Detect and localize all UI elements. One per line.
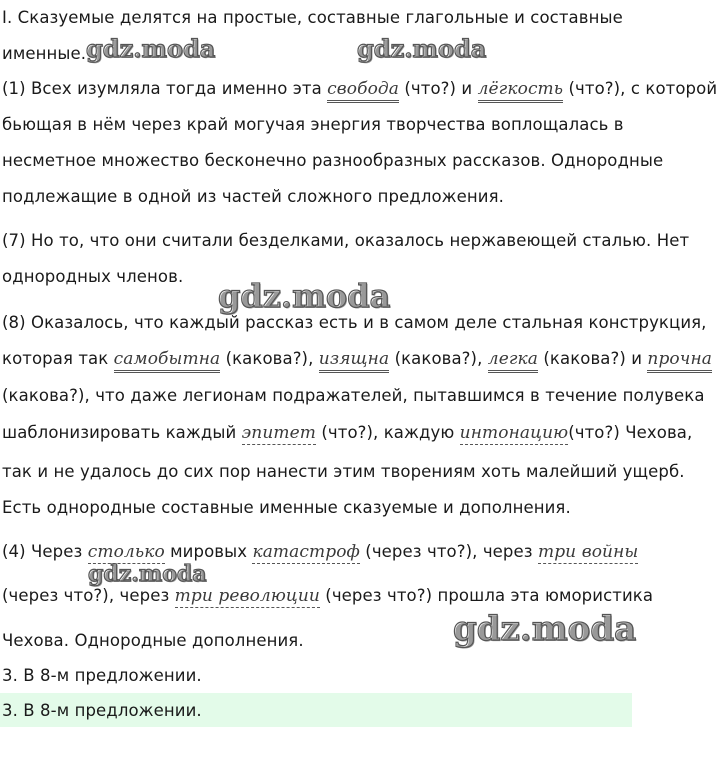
- handwritten-word: катастроф: [252, 542, 360, 562]
- watermark: gdz.moda: [218, 277, 391, 315]
- text-segment: шаблонизировать каждый: [2, 423, 242, 442]
- handwritten-word: свобода: [327, 79, 399, 103]
- handwritten-word: прочна: [647, 349, 712, 373]
- text-line: именные.: [2, 44, 87, 63]
- text-line: Чехова. Однородные дополнения.: [2, 631, 304, 650]
- text-line: (какова?), что даже легионам подражателей, пытавшимся в течение полувека: [2, 386, 705, 405]
- text-segment: (1) Всех изумляла тогда именно эта: [2, 79, 328, 98]
- text-line: [2, 348, 712, 370]
- watermark: gdz.moda: [453, 609, 637, 649]
- handwritten-word: легка: [488, 349, 538, 373]
- handwritten-word: столько: [87, 542, 165, 562]
- text-line: (8) Оказалось, что каждый рассказ есть и в самом деле стальная конструкция,: [2, 313, 707, 332]
- text-line: однородных членов.: [2, 267, 184, 286]
- handwritten-word: эпитет: [241, 423, 316, 443]
- text-line: Есть однородные составные именные сказуемые и дополнения.: [2, 498, 571, 517]
- text-line: I. Сказуемые делятся на простые, составные глагольные и составные: [2, 8, 623, 27]
- watermark: gdz.moda: [86, 34, 216, 63]
- handwritten-word: три войны: [537, 542, 639, 562]
- text-line: (7) Но то, что они считали безделками, оказалось нержавеющей сталью. Нет: [2, 231, 690, 250]
- handwritten-word: изящна: [319, 349, 389, 373]
- watermark: gdz.moda: [88, 561, 207, 587]
- text-segment: (через что?), через: [2, 586, 175, 605]
- text-segment: (через что?), через: [359, 542, 538, 561]
- handwritten-word: интонацию: [459, 423, 569, 443]
- handwritten-word: самобытна: [114, 349, 221, 373]
- text-line: несметное множество бесконечно разнообразных рассказов. Однородные: [2, 151, 664, 170]
- text-segment: (что?) Чехова,: [568, 423, 693, 442]
- text-segment: (4) Через: [2, 542, 88, 561]
- text-segment: (что?), с которой: [563, 79, 717, 98]
- text-line: [2, 541, 638, 563]
- handwritten-word: лёгкость: [478, 79, 564, 103]
- text-segment: которая так: [2, 349, 114, 368]
- text-line: бьющая в нём через край могучая энергия творчества воплощалась в: [2, 115, 624, 134]
- text-line: [2, 422, 692, 444]
- answer-line-highlighted: 3. В 8-м предложении.: [2, 701, 202, 720]
- text-segment: (что?), каждую: [316, 423, 460, 442]
- text-segment: мировых: [164, 542, 253, 561]
- handwritten-word: три революции: [174, 586, 320, 606]
- text-segment: (что?) и: [399, 79, 478, 98]
- text-segment: (какова?) и: [538, 349, 648, 368]
- watermark: gdz.moda: [357, 34, 487, 63]
- text-line: подлежащие в одной из частей сложного предложения.: [2, 187, 504, 206]
- text-segment: (какова?),: [220, 349, 319, 368]
- text-segment: (через что?) прошла эта юмористика: [319, 586, 654, 605]
- text-line: [2, 78, 717, 100]
- text-segment: (какова?),: [389, 349, 488, 368]
- text-line: [2, 585, 653, 607]
- answer-line: 3. В 8-м предложении.: [2, 666, 202, 685]
- text-line: так и не удалось до сих пор нанести этим творениям хоть малейший ущерб.: [2, 462, 685, 481]
